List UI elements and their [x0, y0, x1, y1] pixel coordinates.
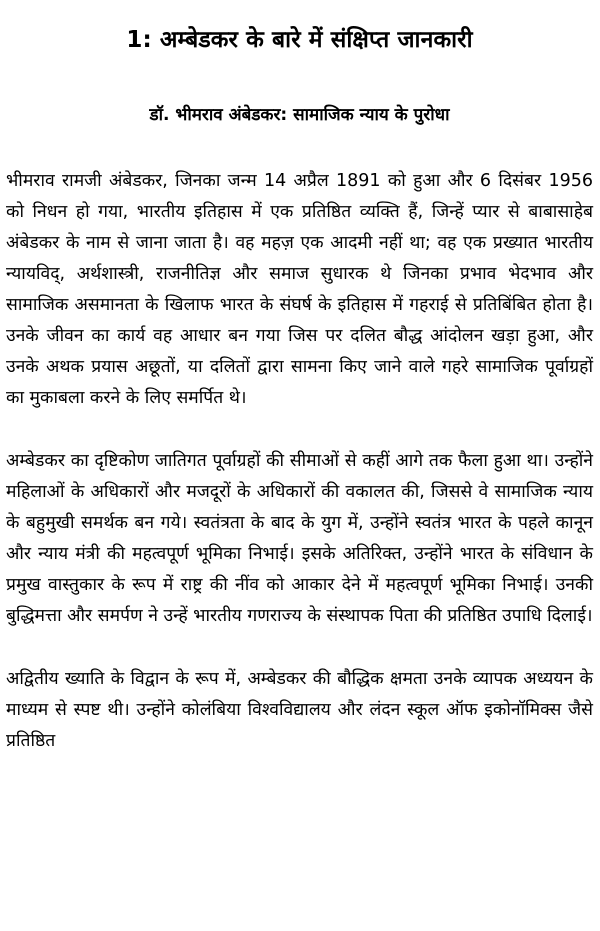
paragraph-1: भीमराव रामजी अंबेडकर, जिनका जन्म 14 अप्रैल 1891 को हुआ और 6 दिसंबर 1956 को निधन हो गया, भारतीय इतिहास में एक प्रतिष्ठित व्यक्ति हैं, जिन्हें प्यार से बाबासाहेब अंबेडकर के नाम से जाना जाता है। वह महज़ एक आदमी नहीं था; वह एक प्रख्यात भारतीय न्यायविद्, अर्थशास्त्री, राजनीतिज्ञ और समाज सुधारक थे जिनका प्रभाव भेदभाव और सामाजिक असमानता के खिलाफ भारत के संघर्ष के इतिहास में गहराई से प्रतिबिंबित होता है। उनके जीवन का कार्य वह आधार बन गया जिस पर दलित बौद्ध आंदोलन खड़ा हुआ, और उनके अथक प्रयास अछूतों, या दलितों द्वारा सामना किए जाने वाले गहरे सामाजिक पूर्वाग्रहों का मुकाबला करने के लिए समर्पित थे।	[6, 171, 593, 408]
chapter-title: 1: अम्बेडकर के बारे में संक्षिप्त जानकारी	[126, 27, 473, 53]
section-subtitle: डॉ. भीमराव अंबेडकर: सामाजिक न्याय के पुरोधा	[149, 105, 450, 125]
paragraph-2: अम्बेडकर का दृष्टिकोण जातिगत पूर्वाग्रहों की सीमाओं से कहीं आगे तक फैला हुआ था। उन्होंने महिलाओं के अधिकारों और मजदूरों के अधिकारों की वकालत की, जिससे वे सामाजिक न्याय के बहुमुखी समर्थक बन गये। स्वतंत्रता के बाद के युग में, उन्होंने स्वतंत्र भारत के पहले कानून और न्याय मंत्री की महत्वपूर्ण भूमिका निभाई। इसके अतिरिक्त, उन्होंने भारत के संविधान के प्रमुख वास्तुकार के रूप में राष्ट्र की नींव को आकार देने में महत्वपूर्ण भूमिका निभाई। उनकी बुद्धिमत्ता और समर्पण ने उन्हें भारतीय गणराज्य के संस्थापक पिता की प्रतिष्ठित उपाधि दिलाई।	[6, 451, 593, 626]
paragraph-3: अद्वितीय ख्याति के विद्वान के रूप में, अम्बेडकर की बौद्धिक क्षमता उनके व्यापक अध्ययन के माध्यम से स्पष्ट थी। उन्होंने कोलंबिया विश्वविद्यालय और लंदन स्कूल ऑफ इकोनॉमिक्स जैसे प्रतिष्ठित	[6, 669, 593, 751]
